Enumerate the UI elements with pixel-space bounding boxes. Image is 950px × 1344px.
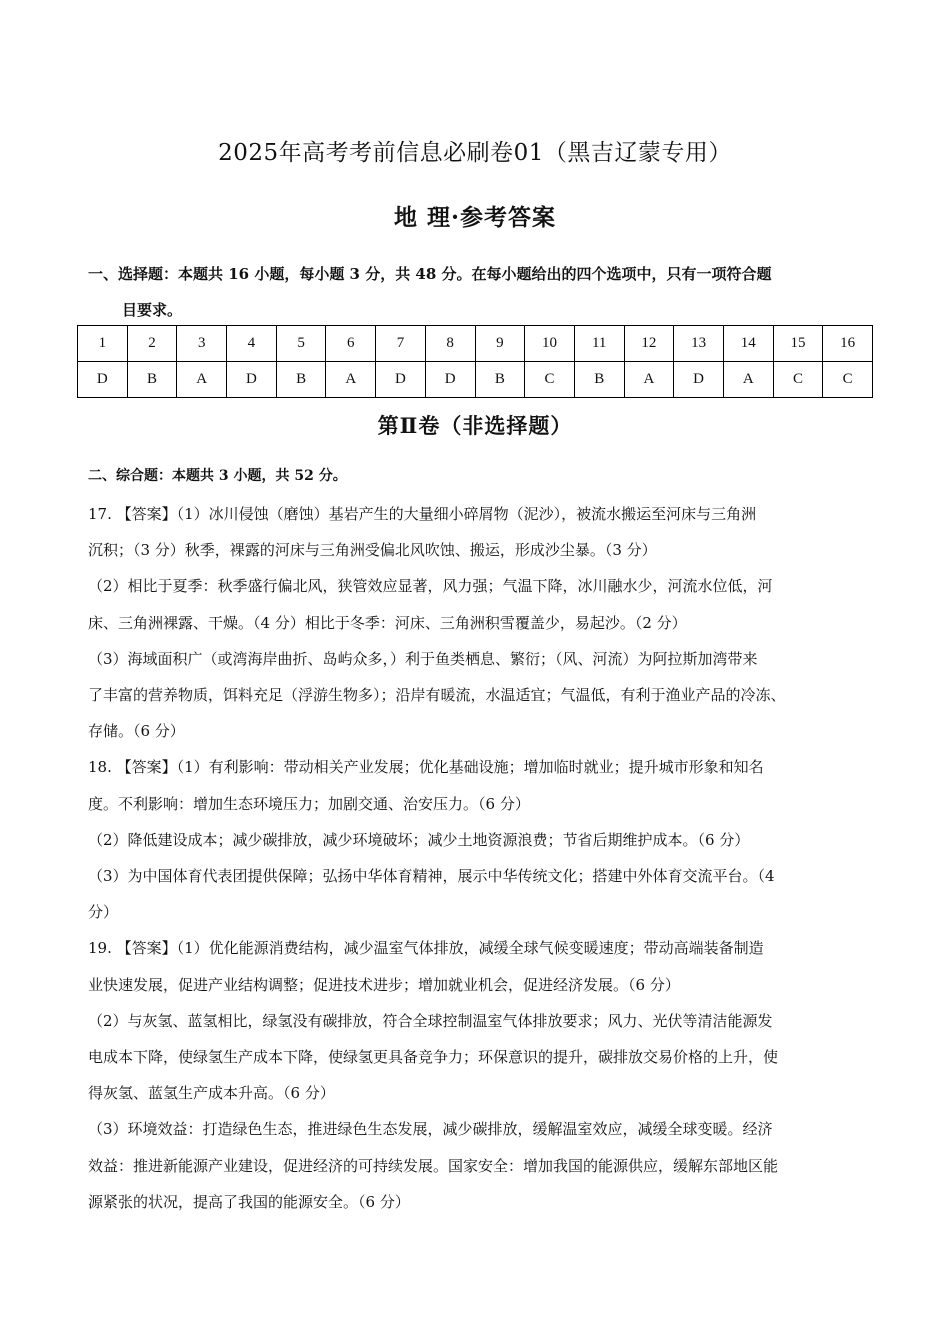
answer-cell: A bbox=[624, 362, 674, 398]
answer-text-line: 电成本下降，使绿氢生产成本下降，使绿氢更具备竞争力；环保意识的提升，碳排放交易价格的上升，使 bbox=[88, 1048, 779, 1067]
answer-text-line: （3）环境效益：打造绿色生态，推进绿色生态发展，减少碳排放，缓解温室效应，减缓全球变暖。经济 bbox=[88, 1120, 773, 1139]
answer-cell: D bbox=[227, 362, 277, 398]
question-number-cell: 1 bbox=[78, 326, 128, 362]
question-number-cell: 2 bbox=[127, 326, 177, 362]
answer-cell: B bbox=[276, 362, 326, 398]
page-title: 2025年高考考前信息必刷卷01（黑吉辽蒙专用） bbox=[218, 140, 732, 166]
question-number-cell: 8 bbox=[425, 326, 475, 362]
question-number-cell: 15 bbox=[773, 326, 823, 362]
answer-cell: D bbox=[674, 362, 724, 398]
answer-text-line: 18. 【答案】（1）有利影响：带动相关产业发展；优化基础设施；增加临时就业；提升城市形象和知名 bbox=[88, 758, 764, 777]
answer-cell: A bbox=[723, 362, 773, 398]
question-number-cell: 9 bbox=[475, 326, 525, 362]
section1-line1: 一、选择题：本题共 16 小题，每小题 3 分，共 48 分。在每小题给出的四个选项中，只有一项符合题 bbox=[88, 265, 772, 283]
section1-instructions bbox=[88, 256, 878, 328]
question-number-cell: 6 bbox=[326, 326, 376, 362]
question-number-cell: 4 bbox=[227, 326, 277, 362]
question-number-cell: 5 bbox=[276, 326, 326, 362]
answer-cell: B bbox=[127, 362, 177, 398]
question-number-cell: 3 bbox=[177, 326, 227, 362]
answer-text-line: 效益：推进新能源产业建设，促进经济的可持续发展。国家安全：增加我国的能源供应，缓解东部地区能 bbox=[88, 1156, 779, 1175]
answer-text-line: 源紧张的状况，提高了我国的能源安全。（6 分） bbox=[88, 1192, 410, 1211]
answer-cell: C bbox=[525, 362, 575, 398]
answer-body bbox=[88, 496, 878, 1220]
answer-text-line: （2）降低建设成本；减少碳排放，减少环境破坏；减少土地资源浪费；节省后期维护成本。（6 分） bbox=[88, 830, 750, 849]
answer-text-line: 床、三角洲裸露、干燥。（4 分）相比于冬季：河床、三角洲积雪覆盖少，易起沙。（2 分） bbox=[88, 613, 687, 632]
answer-cell: A bbox=[177, 362, 227, 398]
question-number-cell: 7 bbox=[376, 326, 426, 362]
answer-table bbox=[77, 325, 873, 398]
answer-cell: B bbox=[475, 362, 525, 398]
question-number-cell: 13 bbox=[674, 326, 724, 362]
question-number-cell: 12 bbox=[624, 326, 674, 362]
answer-table-number-row bbox=[78, 326, 873, 362]
answer-text-line: 沉积；（3 分）秋季，裸露的河床与三角洲受偏北风吹蚀、搬运，形成沙尘暴。（3 分） bbox=[88, 541, 657, 560]
answer-cell: C bbox=[773, 362, 823, 398]
section2-title: 二、综合题：本题共 3 小题，共 52 分。 bbox=[88, 468, 347, 484]
answer-text-line: 得灰氢、蓝氢生产成本升高。（6 分） bbox=[88, 1084, 335, 1103]
answer-text-line: （3）为中国体育代表团提供保障；弘扬中华体育精神，展示中华传统文化；搭建中外体育交流平台。（4 bbox=[88, 867, 775, 886]
answer-text-line: （3）海域面积广（或湾海岸曲折、岛屿众多，）利于鱼类栖息、繁衍；（风、河流）为阿拉斯加湾带来 bbox=[88, 649, 758, 668]
answer-table-answer-row bbox=[78, 362, 873, 398]
question-number-cell: 11 bbox=[574, 326, 624, 362]
answer-text-line: （2）与灰氢、蓝氢相比，绿氢没有碳排放，符合全球控制温室气体排放要求；风力、光伏等清洁能源发 bbox=[88, 1011, 773, 1030]
answer-text-line: 17. 【答案】（1）冰川侵蚀（磨蚀）基岩产生的大量细小碎屑物（泥沙），被流水搬运至河床与三角洲 bbox=[88, 505, 757, 523]
answer-cell: B bbox=[574, 362, 624, 398]
answer-cell: D bbox=[78, 362, 128, 398]
answer-cell: D bbox=[376, 362, 426, 398]
section1-line2: 目要求。 bbox=[122, 301, 183, 319]
answer-text-line: 分） bbox=[88, 903, 119, 922]
question-number-cell: 14 bbox=[723, 326, 773, 362]
answer-cell: A bbox=[326, 362, 376, 398]
answer-text-line: 存储。（6 分） bbox=[88, 722, 185, 741]
question-number-cell: 10 bbox=[525, 326, 575, 362]
answer-text-line: 业快速发展，促进产业结构调整；促进技术进步；增加就业机会，促进经济发展。（6 分） bbox=[88, 975, 680, 994]
answer-cell: D bbox=[425, 362, 475, 398]
page-subtitle: 地 理·参考答案 bbox=[393, 204, 556, 231]
answer-text-line: 19. 【答案】（1）优化能源消费结构，减少温室气体排放，减缓全球气候变暖速度；带动高端装备制造 bbox=[88, 939, 764, 958]
answer-text-line: 度。不利影响：增加生态环境压力；加剧交通、治安压力。（6 分） bbox=[88, 794, 530, 813]
question-number-cell: 16 bbox=[823, 326, 873, 362]
answer-cell: C bbox=[823, 362, 873, 398]
part2-title: 第Ⅱ卷（非选择题） bbox=[377, 413, 573, 438]
answer-text-line: 了丰富的营养物质，饵料充足（浮游生物多）；沿岸有暖流，水温适宜；气温低，有利于渔业产品的冷冻、 bbox=[88, 686, 786, 705]
answer-text-line: （2）相比于夏季：秋季盛行偏北风，狭管效应显著，风力强；气温下降，冰川融水少，河流水位低，河 bbox=[88, 577, 773, 596]
